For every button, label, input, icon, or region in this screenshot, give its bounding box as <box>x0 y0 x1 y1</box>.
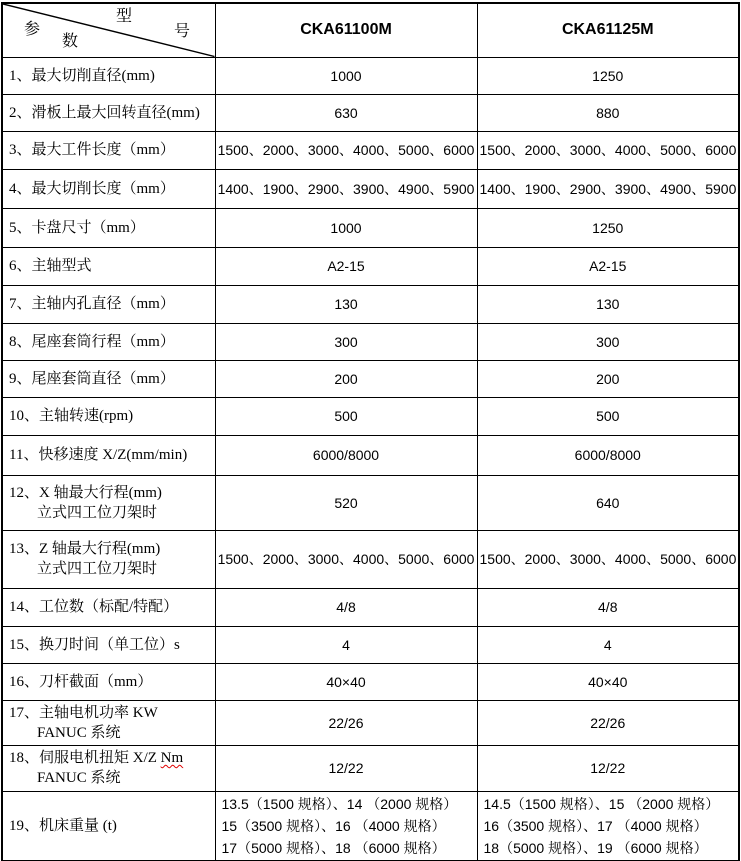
spec-value-line: 880 <box>596 104 620 121</box>
spec-value-cell-col2 <box>477 745 739 791</box>
spec-row-label <box>2 285 215 323</box>
spec-row-label <box>2 663 215 700</box>
spec-value-cell-col1 <box>215 588 477 626</box>
spec-value-line: 15（3500 规格）、16 （4000 规格） <box>221 817 446 834</box>
spec-row-label <box>2 626 215 663</box>
spec-value-line: 13.5（1500 规格）、14 （2000 规格） <box>221 795 458 812</box>
spec-row-label <box>2 247 215 285</box>
spec-row <box>2 208 739 247</box>
spec-row <box>2 530 739 588</box>
label-text: 7、主轴内孔直径（mm） <box>9 296 175 312</box>
spec-row-label <box>2 360 215 397</box>
spec-row <box>2 247 739 285</box>
label-text: 6、主轴型式 <box>9 258 92 274</box>
spec-row <box>2 323 739 360</box>
spec-row-label-line <box>9 140 212 160</box>
label-text: 4、最大切削长度（mm） <box>9 180 175 197</box>
spec-value-cell-col1 <box>215 208 477 247</box>
spec-row <box>2 397 739 435</box>
corner-param-label-char2: 数 <box>62 33 79 50</box>
label-text: 8、尾座套筒行程（mm） <box>9 333 175 350</box>
spec-row <box>2 475 739 530</box>
spec-value-cell-col2 <box>477 791 739 861</box>
label-text: 5、卡盘尺寸（mm） <box>9 219 145 236</box>
spec-row-label-line <box>9 703 212 723</box>
spec-row-label-line <box>9 483 212 503</box>
spec-value-line: 1500、2000、3000、4000、5000、6000 <box>479 551 737 567</box>
spec-value-line: 300 <box>596 333 620 350</box>
spec-value-cell-col2 <box>477 323 739 360</box>
spec-value-line: 6000/8000 <box>312 447 380 463</box>
spec-value-cell-col2 <box>477 588 739 626</box>
column-header-model-1: CKA61100M <box>215 3 477 57</box>
spec-value-cell-col2 <box>477 169 739 208</box>
spec-row-label-line <box>9 672 212 692</box>
spec-row-label <box>2 435 215 475</box>
spec-value-cell-col1 <box>215 700 477 745</box>
spec-value-cell-col1 <box>215 745 477 791</box>
spec-value-line: A2-15 <box>327 258 365 274</box>
spec-row-label-line <box>9 539 212 559</box>
spec-value-line: 12/22 <box>590 760 626 776</box>
spec-row <box>2 626 739 663</box>
spec-row <box>2 588 739 626</box>
spec-row-label <box>2 397 215 435</box>
spec-row-label <box>2 169 215 208</box>
label-text: 3、最大工件长度（mm） <box>9 142 175 158</box>
spec-value-line: 22/26 <box>590 714 626 731</box>
spec-value-line: 1250 <box>592 219 624 236</box>
spec-value-line: 17（5000 规格）、18 （6000 规格） <box>221 839 446 856</box>
spec-row-label-line <box>9 816 212 836</box>
spec-row-label <box>2 700 215 745</box>
spec-value-cell-col2 <box>477 360 739 397</box>
spec-row-label-line <box>9 332 212 352</box>
spec-value-cell-col2 <box>477 397 739 435</box>
spec-row-label-line <box>9 103 212 123</box>
spec-row-label-line <box>9 406 212 426</box>
spec-row-label-line <box>9 369 212 389</box>
label-text: 12、X 轴最大行程(mm) <box>9 484 162 501</box>
spec-row-label-line <box>9 597 212 617</box>
corner-model-label-char2: 号 <box>174 23 191 40</box>
label-text: 14、工位数（标配/特配） <box>9 599 179 615</box>
spec-value-cell-col1 <box>215 397 477 435</box>
spec-row <box>2 57 739 94</box>
spec-value-cell-col1 <box>215 323 477 360</box>
spec-value-cell-col2 <box>477 663 739 700</box>
spec-value-line: 4 <box>342 636 350 653</box>
spec-value-cell-col1 <box>215 169 477 208</box>
spec-value-line: 1400、1900、2900、3900、4900、5900 <box>217 180 475 197</box>
spec-value-cell-col2 <box>477 475 739 530</box>
spec-row-label-line <box>9 66 212 86</box>
spec-row-label-line <box>9 294 212 314</box>
spec-value-line: 4/8 <box>598 599 618 615</box>
spec-row <box>2 360 739 397</box>
spec-value-line: 4 <box>603 636 612 653</box>
spec-value-cell-col2 <box>477 57 739 94</box>
corner-cell <box>2 3 215 57</box>
spec-row-label <box>2 791 215 861</box>
spec-value-cell-col2 <box>477 626 739 663</box>
spec-row-label <box>2 323 215 360</box>
corner-model-label-char1: 型 <box>116 8 133 25</box>
spec-row-label-line <box>37 503 212 523</box>
spec-value-cell-col2 <box>477 208 739 247</box>
spec-value-line: A2-15 <box>589 258 627 274</box>
spec-row-label-line <box>9 445 212 465</box>
spec-row-label <box>2 530 215 588</box>
spec-value-line: 18（5000 规格）、19 （6000 规格） <box>483 839 708 856</box>
spec-value-cell-col2 <box>477 530 739 588</box>
label-text: 18、伺服电机扭矩 X/Z <box>9 750 161 766</box>
spec-row-label-line <box>9 256 212 276</box>
label-text: 16、刀杆截面（mm） <box>9 673 153 690</box>
spec-value-line: 1400、1900、2900、3900、4900、5900 <box>479 180 737 197</box>
column-header-model-2: CKA61125M <box>477 3 739 57</box>
spec-value-line: 40×40 <box>326 673 366 690</box>
spec-value-cell-col1 <box>215 530 477 588</box>
spec-value-cell-col1 <box>215 57 477 94</box>
spec-row-label-line <box>37 559 212 579</box>
spec-row <box>2 745 739 791</box>
label-text: FANUC 系统 <box>37 724 121 741</box>
spec-value-line: 520 <box>334 494 358 511</box>
spec-row-label-line <box>9 218 212 238</box>
spec-value-line: 130 <box>334 296 358 312</box>
spec-row-label <box>2 588 215 626</box>
label-text: 9、尾座套筒直径（mm） <box>9 370 175 387</box>
spec-row-label-line <box>9 748 212 768</box>
spec-row <box>2 285 739 323</box>
spec-row-label <box>2 94 215 131</box>
spec-row <box>2 700 739 745</box>
spec-value-cell-col2 <box>477 435 739 475</box>
spec-value-cell-col2 <box>477 700 739 745</box>
spec-row-label <box>2 475 215 530</box>
label-text: 2、滑板上最大回转直径(mm) <box>9 104 200 121</box>
spec-value-line: 640 <box>596 494 620 511</box>
spec-value-line: 6000/8000 <box>574 447 641 463</box>
spec-row-label <box>2 57 215 94</box>
spec-row-label <box>2 208 215 247</box>
spec-value-cell-col2 <box>477 247 739 285</box>
spec-row-label <box>2 131 215 169</box>
label-text: 10、主轴转速(rpm) <box>9 408 134 424</box>
label-text: 15、换刀时间（单工位）s <box>9 636 180 653</box>
spec-row-label-line <box>9 635 212 655</box>
spec-table <box>1 2 740 861</box>
spec-value-cell-col1 <box>215 791 477 861</box>
spec-value-line: 1500、2000、3000、4000、5000、6000 <box>479 142 737 158</box>
spec-value-line: 200 <box>334 370 358 387</box>
spec-value-line: 300 <box>334 333 358 350</box>
label-text: FANUC 系统 <box>37 770 121 786</box>
spec-value-cell-col1 <box>215 94 477 131</box>
spec-value-cell-col1 <box>215 285 477 323</box>
spec-value-line: 1250 <box>592 67 624 84</box>
spec-row-label-line <box>9 179 212 199</box>
spec-value-cell-col1 <box>215 663 477 700</box>
spec-row-label-line <box>37 723 212 743</box>
label-text: 17、主轴电机功率 KW <box>9 704 158 721</box>
label-text: 立式四工位刀架时 <box>37 504 158 521</box>
corner-param-label-char1: 参 <box>24 21 41 38</box>
spec-value-cell-col1 <box>215 626 477 663</box>
spec-value-cell-col2 <box>477 94 739 131</box>
spec-row <box>2 169 739 208</box>
spec-row <box>2 435 739 475</box>
header-row <box>2 3 739 57</box>
spec-value-cell-col2 <box>477 285 739 323</box>
spec-value-line: 200 <box>596 370 620 387</box>
spec-value-line: 130 <box>596 296 620 312</box>
spec-value-line: 630 <box>334 104 358 121</box>
spec-row <box>2 791 739 861</box>
spec-value-cell-col1 <box>215 131 477 169</box>
spec-value-line: 500 <box>334 408 358 424</box>
spec-value-line: 500 <box>596 408 620 424</box>
spec-value-line: 16（3500 规格）、17 （4000 规格） <box>483 817 708 834</box>
spec-value-line: 1500、2000、3000、4000、5000、6000 <box>217 551 475 567</box>
label-text: 19、机床重量 (t) <box>9 817 117 834</box>
spec-value-cell-col1 <box>215 475 477 530</box>
spec-value-line: 1000 <box>330 219 362 236</box>
spec-rows <box>2 57 739 861</box>
spec-value-cell-col1 <box>215 247 477 285</box>
label-text: 13、Z 轴最大行程(mm) <box>9 541 161 557</box>
spec-row-label <box>2 745 215 791</box>
spec-value-line: 1500、2000、3000、4000、5000、6000 <box>217 142 475 158</box>
label-text: 立式四工位刀架时 <box>37 561 158 577</box>
spec-value-line: 12/22 <box>328 760 364 776</box>
spec-value-cell-col2 <box>477 131 739 169</box>
label-text: 1、最大切削直径(mm) <box>9 67 155 84</box>
spec-row <box>2 663 739 700</box>
spec-row-label-line <box>37 768 212 788</box>
spec-value-cell-col1 <box>215 360 477 397</box>
spec-value-line: 22/26 <box>328 714 364 731</box>
spec-value-line: 1000 <box>330 67 362 84</box>
spec-value-line: 4/8 <box>336 599 356 615</box>
spec-value-line: 14.5（1500 规格）、15 （2000 规格） <box>483 795 720 812</box>
spec-value-line: 40×40 <box>588 673 628 690</box>
spec-value-cell-col1 <box>215 435 477 475</box>
spec-row <box>2 94 739 131</box>
label-text: 11、快移速度 X/Z(mm/min) <box>9 447 188 463</box>
spec-row <box>2 131 739 169</box>
spellcheck-underlined-text: Nm <box>160 750 184 766</box>
